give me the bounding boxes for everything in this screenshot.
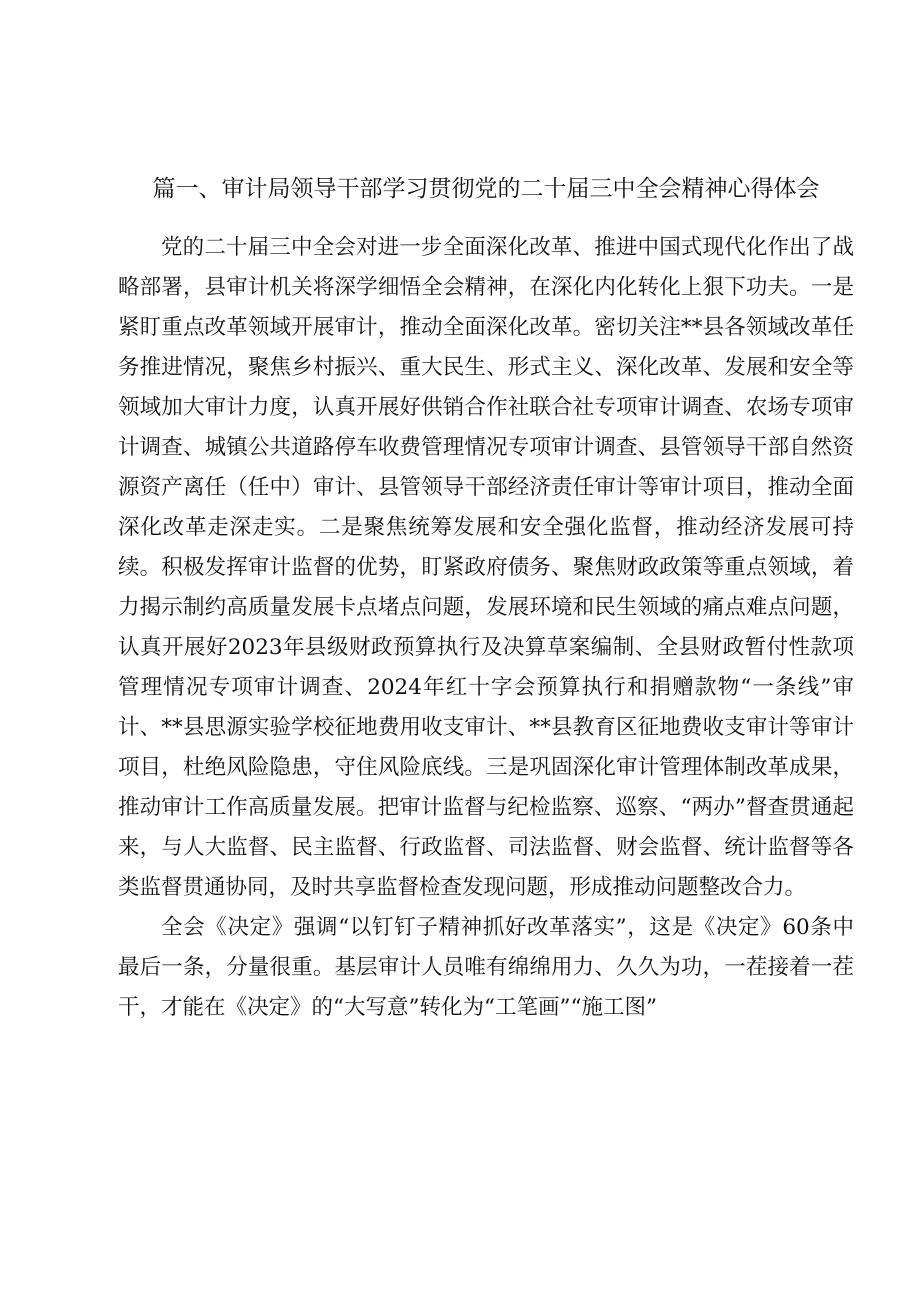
document-title: 篇一、审计局领导干部学习贯彻党的二十届三中全会精神心得体会 bbox=[152, 176, 820, 202]
paragraph-1: 党的二十届三中全会对进一步全面深化改革、推进中国式现代化作出了战略部署，县审计机关将深学细悟全会精神，在深化内化转化上狠下功夫。一是紧盯重点改革领域开展审计，推动全面深化改革。密切关注**县各领域改革任务推进情况，聚焦乡村振兴、重大民生、形式主义、深化改革、发展和安全等领域加大审计力度，认真开展好供销合作社联合社专项审计调查、农场专项审计调查、城镇公共道路停车收费管理情况专项审计调查、县管领导干部自然资源资产离任（任中）审计、县管领导干部经济责任审计等审计项目，推动全面深化改革走深走实。二是聚焦统筹发展和安全强化监督，推动经济发展可持续。积极发挥审计监督的优势，盯紧政府债务、聚焦财政政策等重点领域，着力揭示制约高质量发展卡点堵点问题，发展环境和民生领域的痛点难点问题，认真开展好2023年县级财政预算执行及决算草案编制、全县财政暂付性款项管理情况专项审计调查、2024年红十字会预算执行和捐赠款物“一条线”审计、**县思源实验学校征地费用收支审计、**县教育区征地费收支审计等审计项目，杜绝风险隐患，守住风险底线。三是巩固深化审计管理体制改革成果，推动审计工作高质量发展。把审计监督与纪检监察、巡察、“两办”督查贯通起来，与人大监督、民主监督、行政监督、司法监督、财会监督、统计监督等各类监督贯通协同，及时共享监督检查发现问题，形成推动问题整改合力。 bbox=[118, 235, 854, 900]
paragraph-2: 全会《决定》强调“以钉钉子精神抓好改革落实”，这是《决定》60条中最后一条，分量很重。基层审计人员唯有绵绵用力、久久为功，一茬接着一茬干，才能在《决定》的“大写意”转化为“工笔画”“施工图” bbox=[118, 915, 854, 1020]
document-body bbox=[118, 228, 854, 1028]
